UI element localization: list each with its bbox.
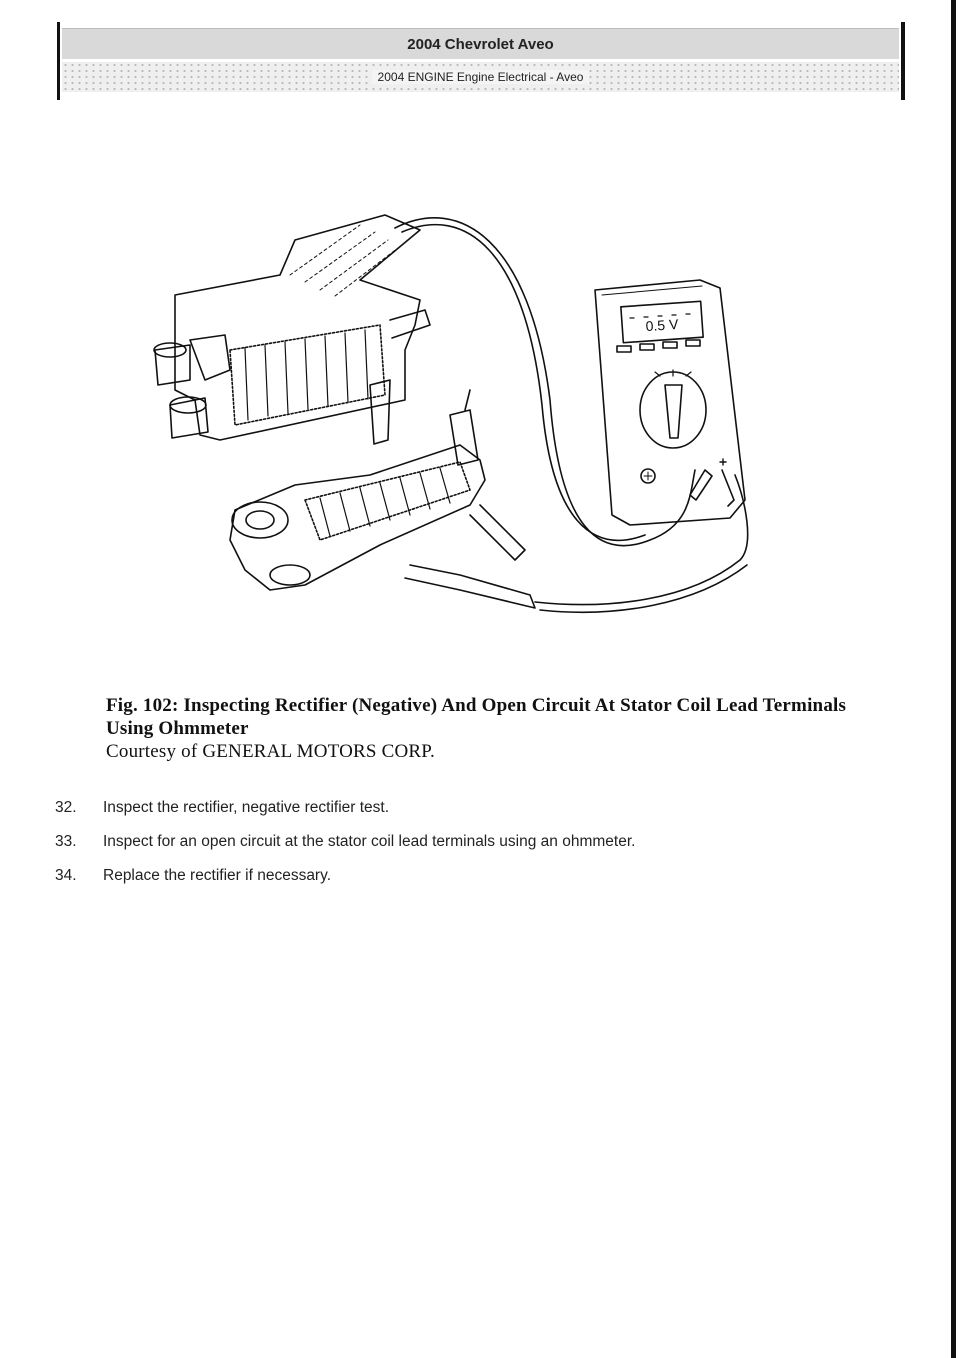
document-subtitle xyxy=(62,62,899,92)
stator-lower-assembly xyxy=(230,390,535,608)
rectifier-ohmmeter-illustration xyxy=(130,200,770,620)
figure-credit: Courtesy of GENERAL MOTORS CORP. xyxy=(106,741,435,762)
step-number: 32. xyxy=(55,799,77,816)
figure-caption xyxy=(106,694,886,763)
document-title: 2004 Chevrolet Aveo xyxy=(62,28,899,59)
step-item xyxy=(55,859,905,893)
procedure-steps xyxy=(55,791,905,893)
header-left-rule xyxy=(57,22,60,100)
document-subtitle-text: 2004 ENGINE Engine Electrical - Aveo xyxy=(372,70,590,84)
step-item xyxy=(55,791,905,825)
step-text: Replace the rectifier if necessary. xyxy=(103,867,332,884)
rectifier-upper-assembly xyxy=(154,215,430,444)
step-text: Inspect for an open circuit at the stator coil lead terminals using an ohmmeter. xyxy=(103,833,636,850)
figure-caption-title: Fig. 102: Inspecting Rectifier (Negative) And Open Circuit At Stator Coil Lead Terminals Using Ohmmeter xyxy=(106,695,847,739)
test-lead-upper-shadow xyxy=(402,225,645,541)
step-number: 33. xyxy=(55,833,77,850)
step-item xyxy=(55,825,905,859)
page-edge-rule xyxy=(951,0,956,1358)
step-number: 34. xyxy=(55,867,77,884)
header-right-rule xyxy=(901,22,905,100)
step-text: Inspect the rectifier, negative rectifier test. xyxy=(103,799,390,816)
meter-display-reading: 0.5 V xyxy=(645,315,679,335)
